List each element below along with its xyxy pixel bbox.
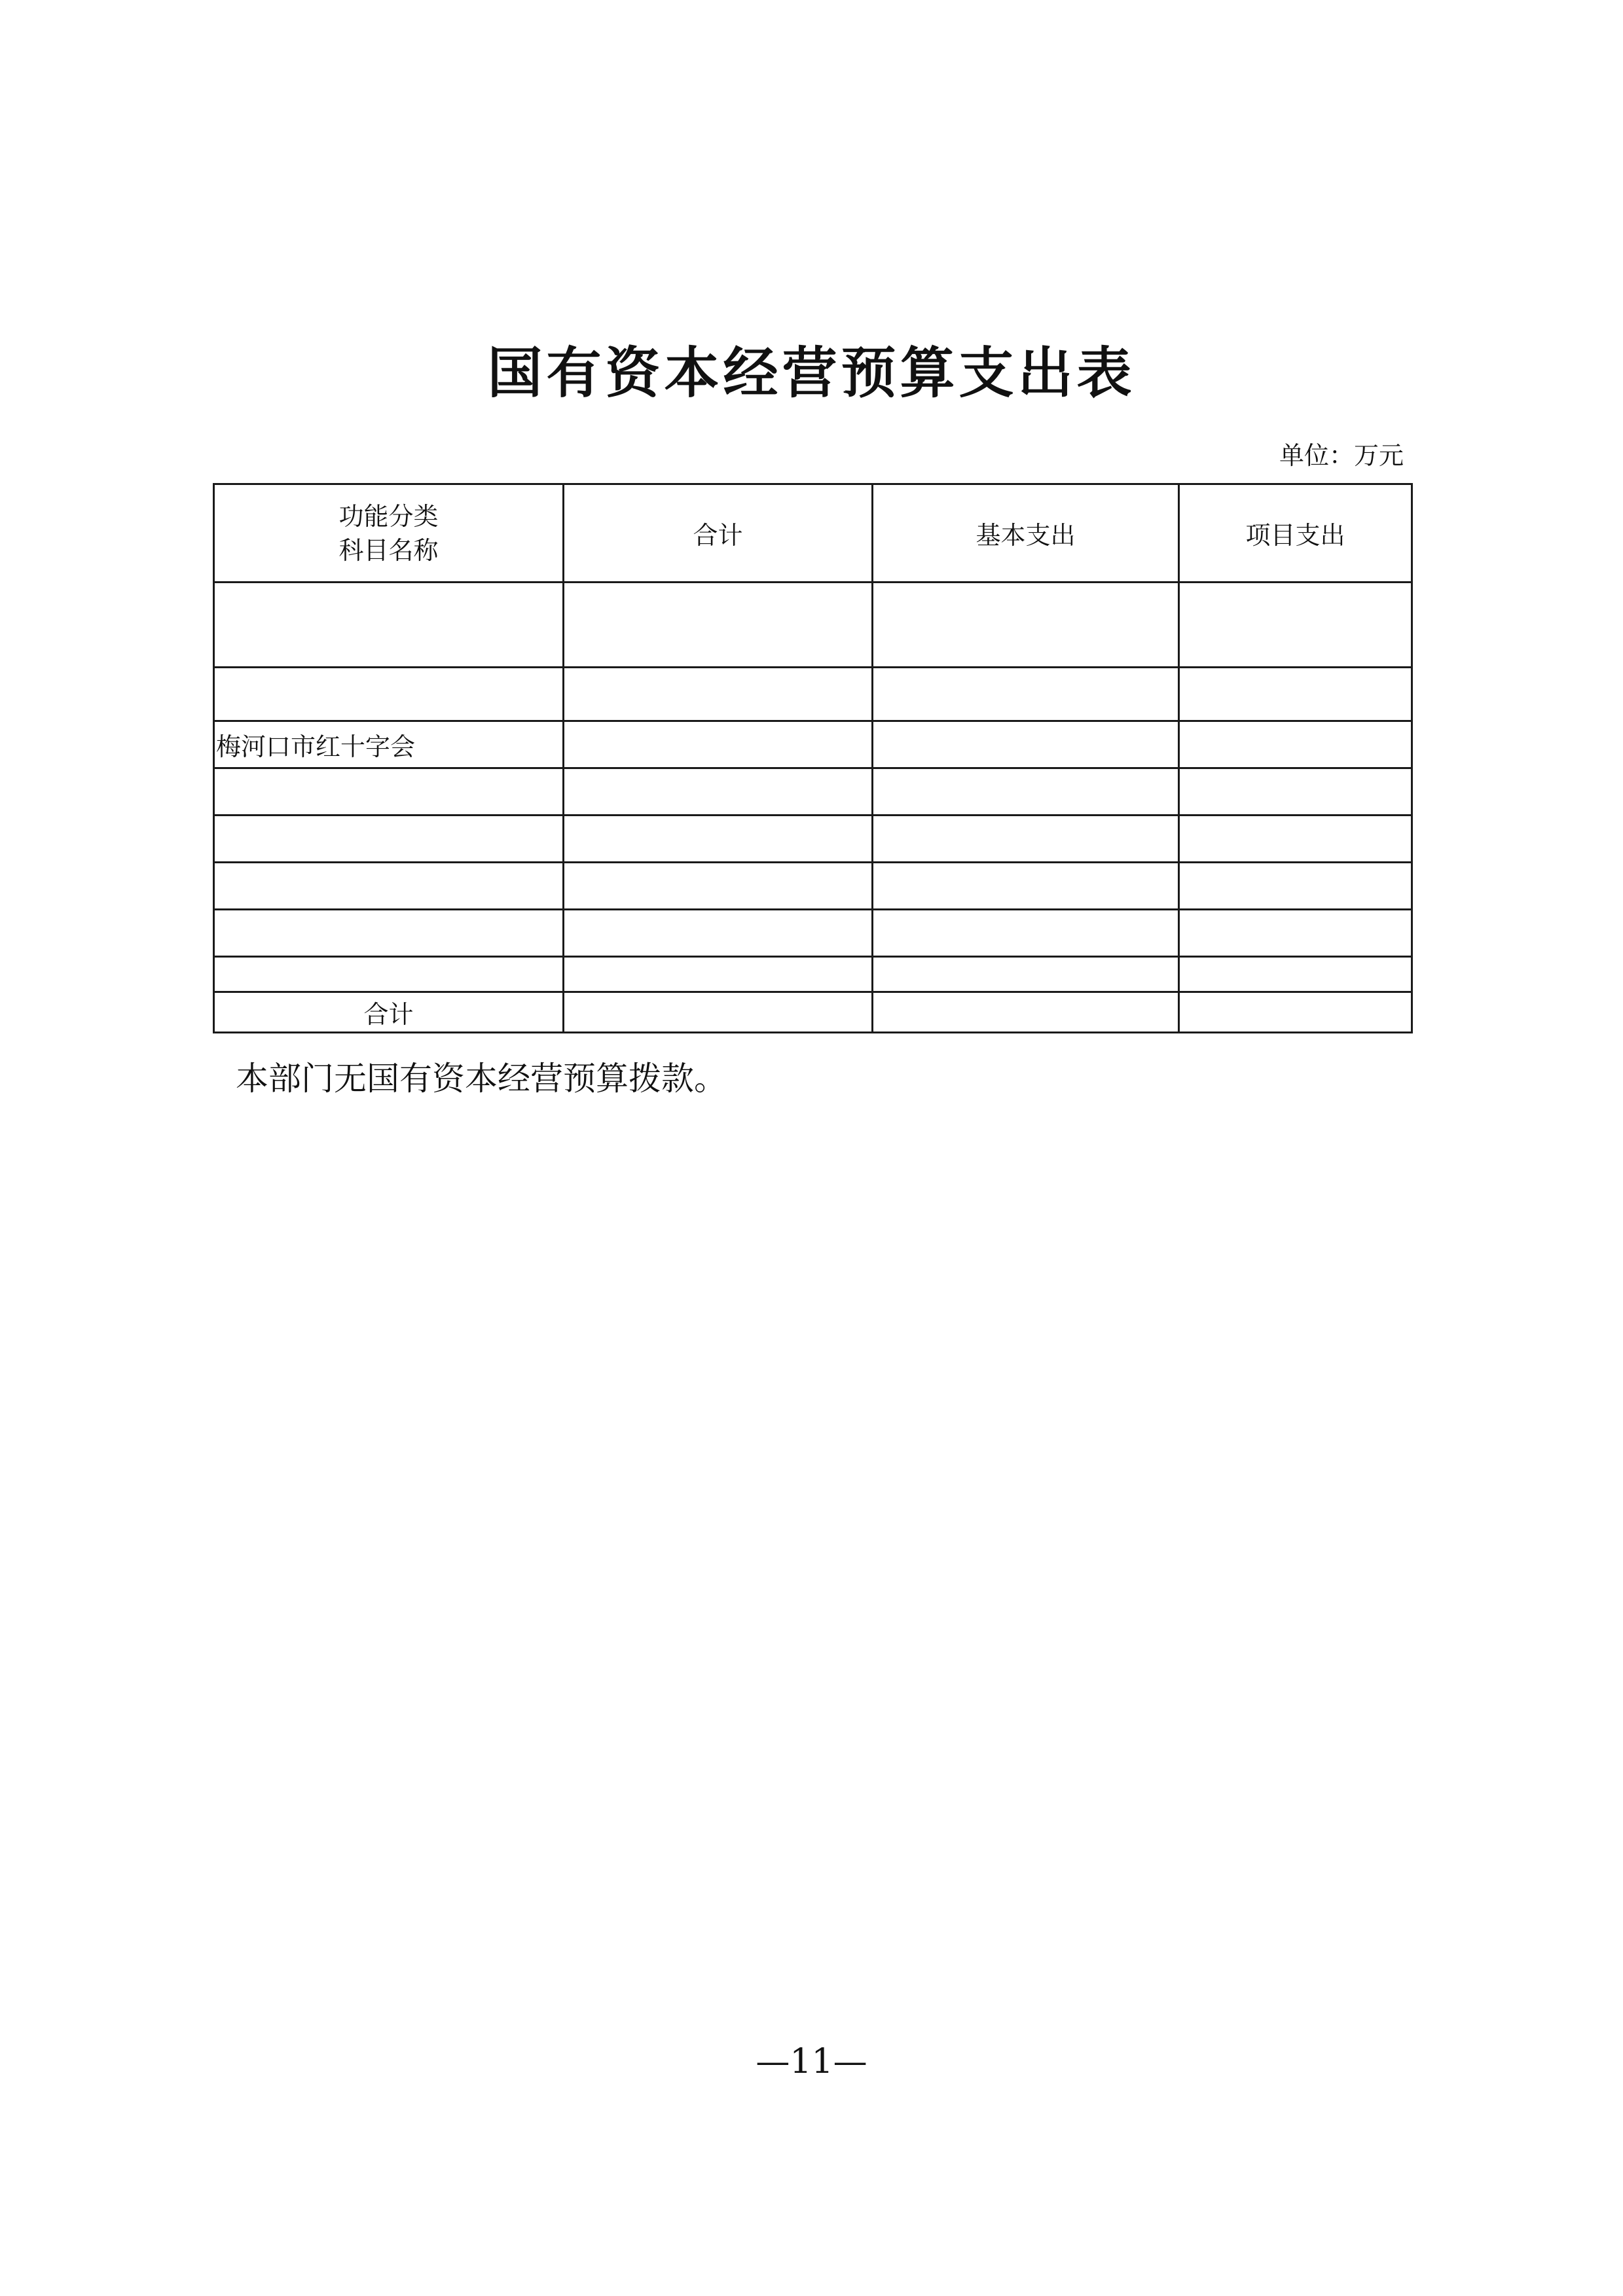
table-row [214,863,1412,910]
table-row [214,816,1412,863]
row-project-cell [1179,583,1412,668]
row-total-cell [564,957,873,992]
table-row [214,583,1412,668]
row-total-cell [564,768,873,816]
total-project-cell [1179,992,1412,1033]
row-basic-cell [873,721,1179,768]
row-name-cell [214,816,564,863]
row-basic-cell [873,668,1179,721]
budget-table [213,483,1413,1033]
header-name-cell [214,484,564,583]
header-project: 项目支出 [1179,484,1412,583]
row-name-cell [214,768,564,816]
header-basic: 基本支出 [873,484,1179,583]
table-row [214,768,1412,816]
row-total-cell [564,721,873,768]
row-basic-cell [873,910,1179,957]
table-total-row [214,992,1412,1033]
header-total: 合计 [564,484,873,583]
row-project-cell [1179,816,1412,863]
row-name-cell [214,668,564,721]
row-total-cell [564,910,873,957]
row-basic-cell [873,768,1179,816]
row-project-cell [1179,910,1412,957]
row-project-cell [1179,957,1412,992]
row-total-cell [564,863,873,910]
row-total-cell [564,583,873,668]
table-row [214,957,1412,992]
row-total-cell [564,668,873,721]
row-basic-cell [873,816,1179,863]
note-text: 本部门无国有资本经营预算拨款。 [236,1060,727,1098]
row-basic-cell [873,863,1179,910]
total-label-cell: 合计 [214,992,564,1033]
row-total-cell [564,816,873,863]
row-basic-cell [873,583,1179,668]
row-basic-cell [873,957,1179,992]
row-project-cell [1179,863,1412,910]
row-name-cell [214,583,564,668]
row-name-cell [214,957,564,992]
row-project-cell [1179,668,1412,721]
header-name-line1: 功能分类 [338,501,439,531]
total-total-cell [564,992,873,1033]
table-row [214,668,1412,721]
row-name-cell [214,863,564,910]
row-project-cell [1179,721,1412,768]
table-row [214,721,1412,768]
page-title: 国有资本经营预算支出表 [487,340,1136,405]
row-name-cell [214,910,564,957]
table-row [214,910,1412,957]
header-name-line2: 科目名称 [338,535,439,565]
row-name-cell: 梅河口市红十字会 [214,721,564,768]
table-header-row [214,484,1412,583]
row-project-cell [1179,768,1412,816]
total-basic-cell [873,992,1179,1033]
page-number: —11— [756,2042,867,2081]
unit-label: 单位：万元 [1279,441,1404,470]
